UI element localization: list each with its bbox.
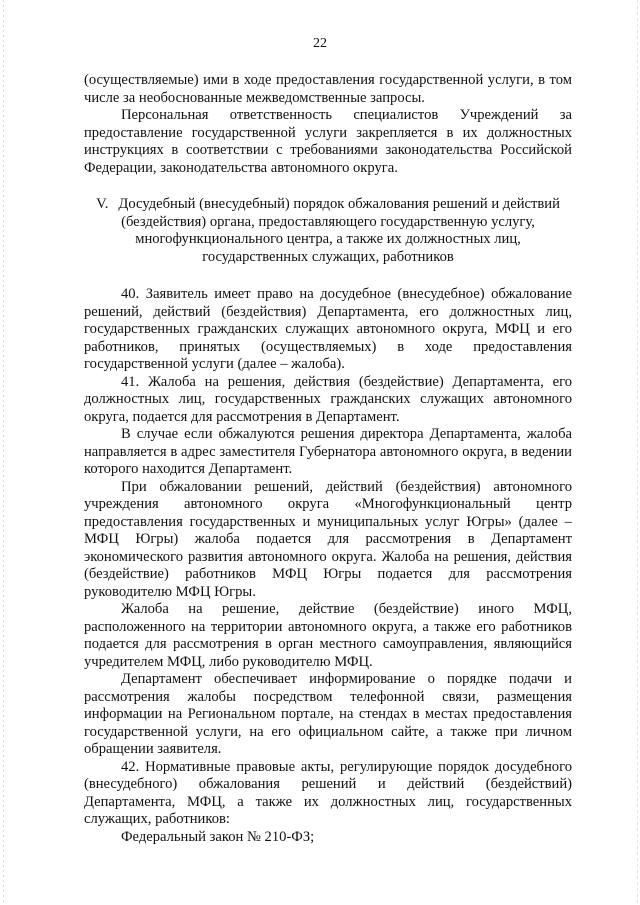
paragraph-41: 41. Жалоба на решения, действия (бездействие) Департамента, его должностных лиц, государственных гражданских служащих автономного округа, подается для рассмотрения в Департамент. (84, 373, 572, 425)
paragraph-42: 42. Нормативные правовые акты, регулирующие порядок досудебного (внесудебного) обжалования решений и действий (бездействий) Департамента, МФЦ, а также их должностных лиц, государственных служащих, работников: (84, 758, 572, 827)
paragraph-other-mfc-complaint: Жалоба на решение, действие (бездействие) иного МФЦ, расположенного на территории автономного округа, а также его работников подается для рассмотрения в орган местного самоуправления, являющийся учредителем МФЦ, либо руководителю МФЦ. (84, 601, 572, 670)
scan-edge-left (3, 0, 4, 905)
paragraph-mfc-ugra-complaint: При обжаловании решений, действий (бездействия) автономного учреждения автономного округа «Многофункциональный центр предоставления государственных и муниципальных услуг Югры» (далее – МФЦ Югры) жалоба подается для рассмотрения в Департамент экономического развития автономного округа. Жалоба на решения, действия (бездействие) работников МФЦ Югры подается для рассмотрения руководителю МФЦ Югры. (84, 478, 572, 600)
page-number: 22 (313, 36, 327, 51)
section-title: Досудебный (внесудебный) порядок обжалования решений и действий (бездействия) органа, предоставляющего государственную услугу, многофункционального центра, а также их должностных лиц, государственных служащих, работников (118, 196, 560, 265)
scan-edge-right (637, 0, 638, 905)
section-number: V. (96, 196, 109, 212)
paragraph-federal-law: Федеральный закон № 210-ФЗ; (121, 828, 315, 845)
paragraph-40: 40. Заявитель имеет право на досудебное (внесудебное) обжалование решений, действий (бездействия) Департамента, его должностных лиц, государственных гражданских служащих автономного округа, МФЦ и его работников, принятых (осуществляемых) в ходе предоставления государственной услуги (далее – жалоба). (84, 286, 572, 372)
paragraph-continuation: (осуществляемые) ими в ходе предоставления государственной услуги, в том числе за необоснованные межведомственные запросы. (84, 72, 572, 106)
paragraph-director-complaint: В случае если обжалуются решения директора Департамента, жалоба направляется в адрес заместителя Губернатора автономного округа, в ведении которого находится Департамент. (84, 426, 572, 477)
document-body (84, 72, 572, 846)
section-heading (84, 196, 572, 266)
paragraph-informing: Департамент обеспечивает информирование о порядке подачи и рассмотрения жалобы посредством телефонной связи, размещения информации на Региональном портале, на стендах в местах предоставления государственной услуги, на его официальном сайте, а также при личном обращении заявителя. (84, 671, 572, 757)
paragraph-responsibility: Персональная ответственность специалистов Учреждений за предоставление государственной услуги закрепляется в их должностных инструкциях в соответствии с требованиями законодательства Российской Федерации, законодательства автономного округа. (84, 107, 572, 176)
